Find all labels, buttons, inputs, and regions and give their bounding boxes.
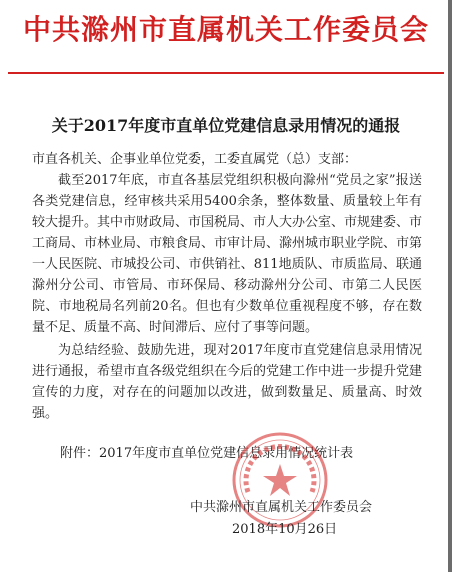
paragraph-2: 为总结经验、鼓励先进，现对2017年度市直党建信息录用情况进行通报，希望市直各级党组织在今后的党建工作中进一步提升党建宣传的力度，对存在的问题加以改进，做到数量足、质量高、时效强。 (32, 343, 423, 421)
issue-date: 2018年10月26日 (232, 522, 338, 537)
document-title: 关于2017年度市直单位党建信息录用情况的通报 (51, 116, 401, 135)
paragraph-1: 截至2017年底，市直各基层党组织积极向滁州“党员之家”报送各类党建信息，经审核共采用5400余条，整体数量、质量较上年有较大提升。其中市财政局、市国税局、市人大办公室、市规建委、市工商局、市林业局、市粮食局、市审计局、滁州城市职业学院、市第一人民医院、市城投公司、市供销社、811地质队、市质监局、联通滁州分公司、市管局、市环保局、移动滁州分公司、市第二人民医院、市地税局名列前20名。但也有少数单位重视程度不够，存在数量不足、质量不高、时间滞后、应付了事等问题。 (32, 173, 423, 335)
header-divider (8, 72, 444, 74)
salutation: 市直各机关、企事业单位党委，工委直属党（总）支部： (32, 152, 358, 167)
issuing-organization: 中共滁州市直属机关工作委员会 (190, 500, 373, 515)
scan-edge (448, 0, 452, 572)
attachment-line: 附件：2017年度市直单位党建信息录用情况统计表 (60, 446, 354, 461)
document-header: 中共滁州市直属机关工作委员会 (22, 13, 429, 46)
